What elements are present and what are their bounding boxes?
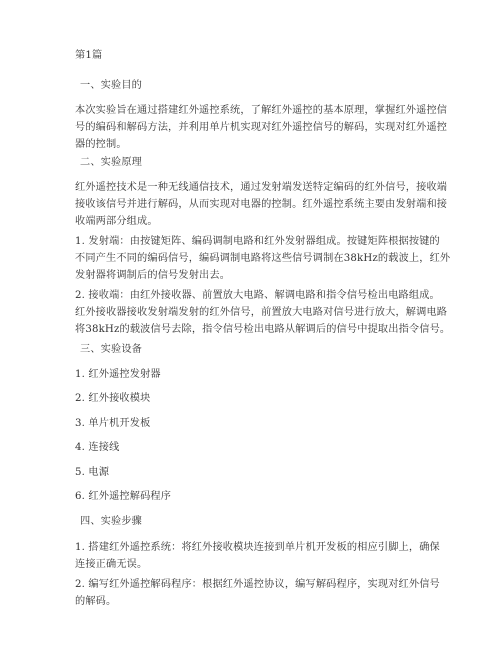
list-item-line: 的解码。 bbox=[75, 596, 117, 607]
list-item: 2. 红外接收模块 bbox=[75, 393, 151, 404]
section-heading-principle: 二、实验原理 bbox=[80, 157, 143, 168]
list-item-line: 2. 编写红外遥控解码程序：根据红外遥控协议，编写解码程序，实现对红外信号 bbox=[75, 579, 440, 590]
paragraph-line: 号的编码和解码方法，并利用单片机实现对红外遥控信号的解码，实现对红外遥控 bbox=[75, 122, 448, 133]
list-item-line: 红外接收器接收发射端发射的红外信号，前置放大电路对信号进行放大，解调电路 bbox=[75, 307, 448, 318]
list-item: 1. 红外遥控发射器 bbox=[75, 369, 161, 380]
list-item: 3. 单片机开发板 bbox=[75, 418, 151, 429]
part-title: 第1篇 bbox=[75, 50, 103, 61]
paragraph-line: 红外遥控技术是一种无线通信技术，通过发射端发送特定编码的红外信号，接收端 bbox=[75, 182, 448, 193]
list-item-line: 1. 发射端：由按键矩阵、编码调制电路和红外发射器组成。按键矩阵根据按键的 bbox=[75, 236, 440, 247]
paragraph-line: 接收该信号并进行解码，从而实现对电器的控制。红外遥控系统主要由发射端和接 bbox=[75, 199, 448, 210]
list-item: 4. 连接线 bbox=[75, 442, 120, 453]
paragraph-line: 收端两部分组成。 bbox=[75, 216, 158, 227]
section-heading-equipment: 三、实验设备 bbox=[80, 344, 143, 355]
section-heading-steps: 四、实验步骤 bbox=[80, 516, 143, 527]
paragraph-line: 本次实验旨在通过搭建红外遥控系统，了解红外遥控的基本原理，掌握红外遥控信 bbox=[75, 105, 448, 116]
list-item-line: 2. 接收端：由红外接收器、前置放大电路、解调电路和指令信号检出电路组成。 bbox=[75, 290, 440, 301]
section-heading-purpose: 一、实验目的 bbox=[80, 80, 143, 91]
list-item-line: 不同产生不同的编码信号，编码调制电路将这些信号调制在38kHz的载波上，红外 bbox=[75, 253, 451, 264]
list-item-line: 发射器将调制后的信号发射出去。 bbox=[75, 270, 231, 281]
list-item: 6. 红外遥控解码程序 bbox=[75, 491, 172, 502]
list-item-line: 连接正确无误。 bbox=[75, 559, 148, 570]
list-item-line: 1. 搭建红外遥控系统：将红外接收模块连接到单片机开发板的相应引脚上，确保 bbox=[75, 542, 440, 553]
paragraph-line: 器的控制。 bbox=[75, 139, 127, 150]
list-item-line: 将38kHz的载波信号去除，指令信号检出电路从解调后的信号中提取出指令信号。 bbox=[75, 324, 451, 335]
list-item: 5. 电源 bbox=[75, 467, 110, 478]
